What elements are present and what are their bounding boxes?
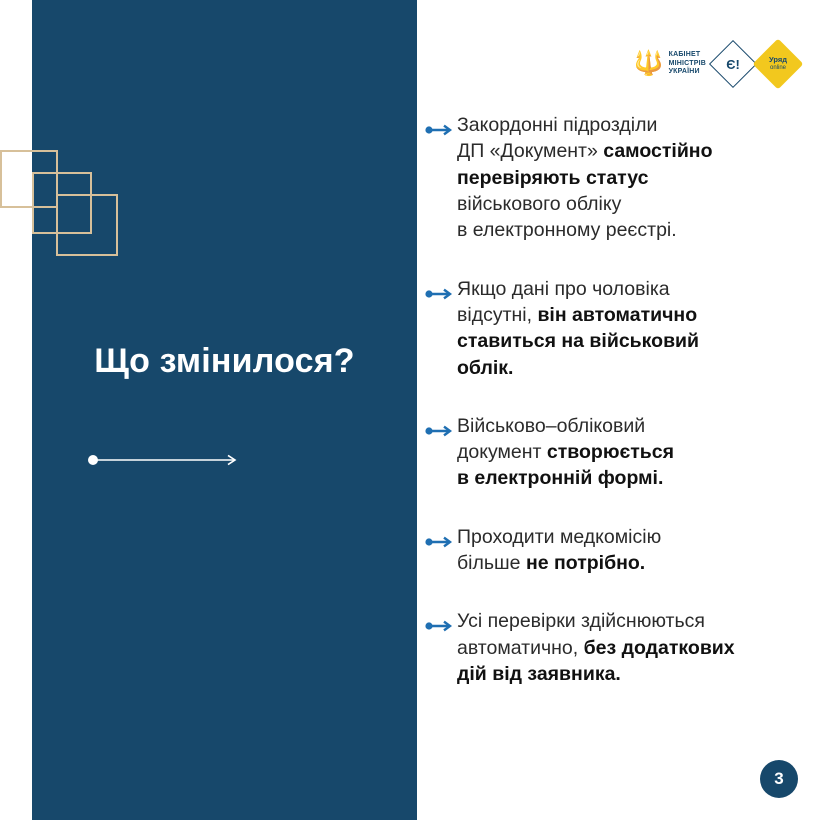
logo-group [634, 46, 796, 82]
uryad-line-2: online [769, 64, 786, 71]
bullet-text-electronic-document: Військово–обліковий документ створюється в електронній формі. [457, 414, 675, 490]
bullet-arrow-icon [425, 524, 457, 553]
list-item [425, 608, 815, 687]
left-panel [32, 0, 417, 820]
diia-label: Є! [726, 56, 740, 72]
bullet-arrow-icon [425, 276, 457, 305]
bullet-arrow-icon [425, 608, 457, 637]
kmu-line-1: КАБІНЕТ [668, 50, 701, 58]
uryad-label [760, 46, 796, 82]
decorative-square-1 [0, 150, 58, 208]
list-item [425, 276, 815, 381]
kmu-line-3: УКРАЇНИ [668, 68, 700, 76]
cabinet-of-ministers-logo [634, 51, 706, 78]
bullet-arrow-icon [425, 413, 457, 442]
bullet-text-no-medical-check: Проходити медкомісію більше не потрібно. [457, 525, 662, 575]
uryad-online-logo [760, 46, 796, 82]
decorative-square-2 [32, 172, 92, 234]
bullet-list [425, 112, 815, 719]
kmu-line-2: МІНІСТРІВ [668, 59, 706, 67]
decorative-square-3 [56, 194, 118, 256]
arrow-right-icon [87, 452, 242, 468]
bullet-text-auto-registration: Якщо дані про чоловіка відсутні, він автоматично ставиться на військовий облік. [457, 277, 700, 379]
list-item [425, 413, 815, 492]
diia-logo [716, 47, 750, 81]
decorative-squares [0, 150, 160, 275]
bullet-text-foreign-units: Закордонні підрозділи ДП «Документ» самостійно перевіряють статус військового обліку в електронному реєстрі. [457, 114, 713, 242]
cabinet-of-ministers-label [669, 51, 706, 78]
content-column [417, 0, 820, 820]
bullet-text-automatic-checks: Усі перевірки здійснюються автоматично, без додаткових дій від заявника. [457, 610, 735, 685]
uryad-line-1: Уряд [769, 55, 787, 65]
tryzub-icon: 🔱 [633, 49, 664, 77]
bullet-arrow-icon [425, 112, 457, 141]
slide-title: Що змінилося? [94, 342, 355, 380]
page-number-badge: 3 [760, 760, 798, 798]
list-item [425, 112, 815, 244]
list-item [425, 524, 815, 577]
